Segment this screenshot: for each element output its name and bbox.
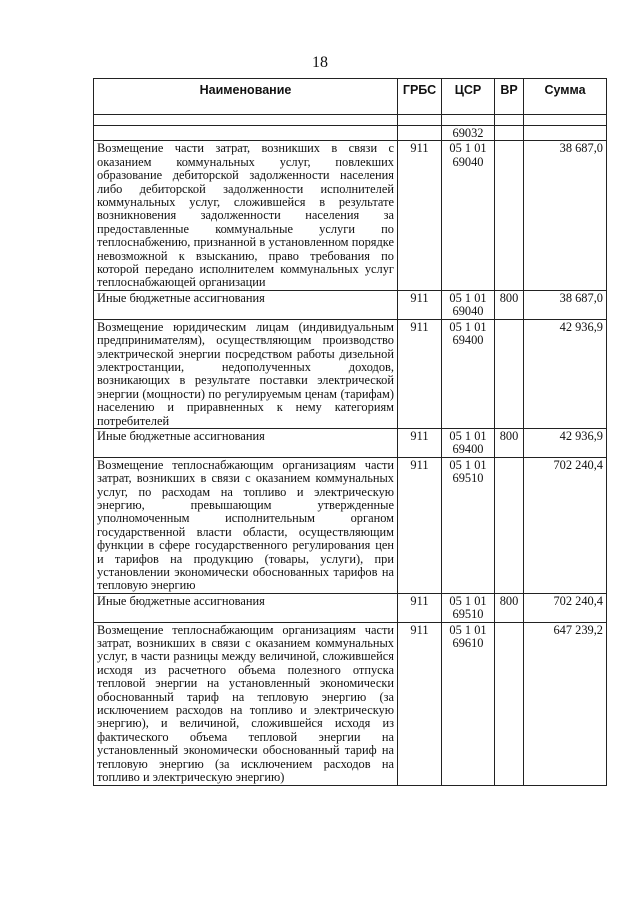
column-header-vr: ВР	[495, 79, 524, 115]
row-name: Возмещение части затрат, возникших в связи с оказанием коммунальных услуг, повлекших образование дебиторской задолженности населения либо дебиторской задолженности исполнителей коммунальных услуг, сложившейся в результате возникновения задолженности населения за предоставленные коммунальные услуги по теплоснабжению, признанной в установленном порядке невозможной к взысканию, право требования по которой передано исполнителем коммунальных услуг теплоснабжающей организации	[94, 141, 398, 290]
table-row	[94, 290, 607, 319]
row-csr: 05 1 01 69040	[442, 290, 495, 319]
row-name: Иные бюджетные ассигнования	[94, 428, 398, 457]
table-row	[94, 428, 607, 457]
row-vr	[495, 141, 524, 290]
table-row	[94, 457, 607, 593]
row-name: Иные бюджетные ассигнования	[94, 290, 398, 319]
budget-table	[93, 78, 607, 786]
row-sum: 702 240,4	[524, 457, 607, 593]
row-grbs: 911	[398, 457, 442, 593]
row-grbs: 911	[398, 428, 442, 457]
row-vr: 800	[495, 593, 524, 622]
page-number: 18	[312, 54, 328, 71]
row-vr: 800	[495, 428, 524, 457]
table-row-spacer	[94, 115, 607, 126]
column-header-grbs: ГРБС	[398, 79, 442, 115]
row-csr: 05 1 01 69610	[442, 622, 495, 785]
row-grbs: 911	[398, 290, 442, 319]
table-header-row	[94, 79, 607, 115]
row-sum: 647 239,2	[524, 622, 607, 785]
row-grbs: 911	[398, 319, 442, 428]
row-grbs: 911	[398, 622, 442, 785]
column-header-name: Наименование	[94, 79, 398, 115]
row-vr	[495, 622, 524, 785]
row-grbs: 911	[398, 593, 442, 622]
row-vr	[495, 319, 524, 428]
row-csr: 05 1 01 69040	[442, 141, 495, 290]
row-sum: 38 687,0	[524, 290, 607, 319]
row-sum: 702 240,4	[524, 593, 607, 622]
row-vr: 800	[495, 290, 524, 319]
table-row	[94, 622, 607, 785]
row-csr: 05 1 01 69510	[442, 593, 495, 622]
row-csr: 05 1 01 69510	[442, 457, 495, 593]
column-header-sum: Сумма	[524, 79, 607, 115]
continuation-code: 69032	[442, 126, 495, 141]
row-name: Возмещение юридическим лицам (индивидуальным предпринимателям), осуществляющим производство электрической энергии посредством работы дизельной электростанции, недополученных доходов, возникающих в результате поставки электрической энергии (мощности) по регулируемым ценам (тарифам) населению и приравненных к нему категориям потребителей	[94, 319, 398, 428]
row-sum: 42 936,9	[524, 319, 607, 428]
row-vr	[495, 457, 524, 593]
row-csr: 05 1 01 69400	[442, 319, 495, 428]
table-row-continuation	[94, 126, 607, 141]
row-sum: 38 687,0	[524, 141, 607, 290]
table-row	[94, 141, 607, 290]
row-sum: 42 936,9	[524, 428, 607, 457]
row-name: Возмещение теплоснабжающим организациям части затрат, возникших в связи с оказанием коммунальных услуг, по расходам на топливо и электрическую энергию, превышающим утвержденные уполномоченным исполнительным органом государственной власти области, осуществляющим функции в сфере государственного регулирования цен и тарифов на продукцию (товары, услуги), при установлении экономически обоснованных тарифов на тепловую энергию	[94, 457, 398, 593]
column-header-csr: ЦСР	[442, 79, 495, 115]
row-name: Иные бюджетные ассигнования	[94, 593, 398, 622]
row-grbs: 911	[398, 141, 442, 290]
row-name: Возмещение теплоснабжающим организациям части затрат, возникших в связи с оказанием коммунальных услуг, в части разницы между величиной, сложившейся исходя из расчетного объема полезного отпуска тепловой энергии на установленный экономически обоснованный тариф на тепловую энергию (за исключением расходов на топливо и электрическую энергию), и величиной, сложившейся исходя из фактического объема тепловой энергии на установленный экономически обоснованный тариф на тепловую энергию (за исключением расходов на топливо и электрическую энергию)	[94, 622, 398, 785]
table-row	[94, 319, 607, 428]
row-csr: 05 1 01 69400	[442, 428, 495, 457]
table-row	[94, 593, 607, 622]
